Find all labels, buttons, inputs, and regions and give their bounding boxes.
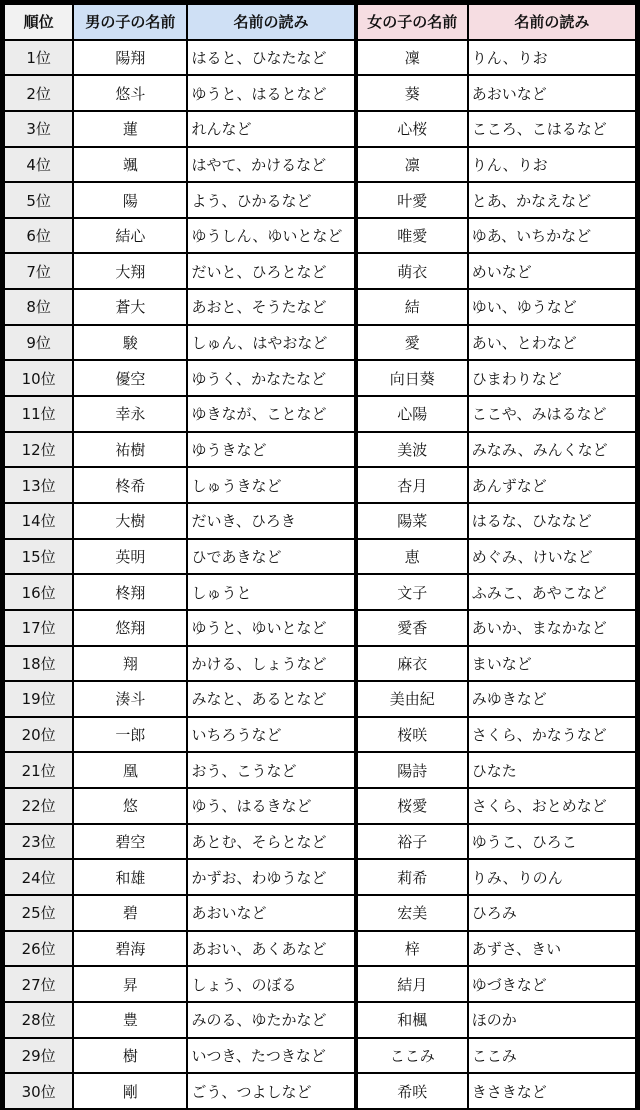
boy-name-cell: 蓮 [74, 112, 186, 146]
rank-cell: 27位 [5, 967, 72, 1001]
girl-reading-cell: ほのか [469, 1003, 635, 1037]
rank-cell: 11位 [5, 397, 72, 431]
girl-reading-cell: ゆい、ゆうなど [469, 290, 635, 324]
rank-cell: 17位 [5, 611, 72, 645]
table-row [5, 468, 635, 502]
boy-name-cell: 柊希 [74, 468, 186, 502]
boy-reading-cell: あおと、そうたなど [188, 290, 353, 324]
boy-reading-cell: いつき、たつきなど [188, 1039, 353, 1073]
girl-name-cell: 心桜 [358, 112, 467, 146]
boy-reading-cell: だいと、ひろとなど [188, 254, 353, 288]
table-row [5, 611, 635, 645]
girl-reading-cell: こころ、こはるなど [469, 112, 635, 146]
boy-reading-cell: ゆうと、ゆいとなど [188, 611, 353, 645]
rank-cell: 3位 [5, 112, 72, 146]
boy-name-cell: 柊翔 [74, 575, 186, 609]
boy-name-cell: 幸永 [74, 397, 186, 431]
table-row [5, 967, 635, 1001]
girl-reading-cell: みゆきなど [469, 682, 635, 716]
girl-name-cell: 唯愛 [358, 219, 467, 253]
boy-reading-cell: かける、しょうなど [188, 647, 353, 681]
boy-reading-cell: みのる、ゆたかなど [188, 1003, 353, 1037]
girl-reading-cell: さくら、かなうなど [469, 718, 635, 752]
boy-name-cell: 大樹 [74, 504, 186, 538]
table-row [5, 361, 635, 395]
table-row [5, 825, 635, 859]
header-boy-reading: 名前の読み [188, 5, 353, 39]
girl-reading-cell: ここみ [469, 1039, 635, 1073]
girl-name-cell: 裕子 [358, 825, 467, 859]
boy-name-cell: 英明 [74, 540, 186, 574]
girl-name-cell: 和楓 [358, 1003, 467, 1037]
girl-reading-cell: ゆづきなど [469, 967, 635, 1001]
rank-cell: 22位 [5, 789, 72, 823]
table-row [5, 219, 635, 253]
boy-reading-cell: しゅうと [188, 575, 353, 609]
rank-cell: 5位 [5, 183, 72, 217]
girl-reading-cell: ゆあ、いちかなど [469, 219, 635, 253]
header-rank: 順位 [5, 5, 72, 39]
boy-name-cell: 陽 [74, 183, 186, 217]
table-row [5, 1039, 635, 1073]
rank-cell: 15位 [5, 540, 72, 574]
girl-reading-cell: めぐみ、けいなど [469, 540, 635, 574]
boy-reading-cell: しゅん、はやおなど [188, 326, 353, 360]
girl-reading-cell: まいなど [469, 647, 635, 681]
rank-cell: 13位 [5, 468, 72, 502]
boy-name-cell: 和雄 [74, 860, 186, 894]
boy-reading-cell: ゆうしん、ゆいとなど [188, 219, 353, 253]
table-row [5, 504, 635, 538]
rank-cell: 24位 [5, 860, 72, 894]
name-ranking-table [3, 3, 637, 1110]
header-boy-name: 男の子の名前 [74, 5, 186, 39]
girl-reading-cell: きさきなど [469, 1074, 635, 1108]
rank-cell: 30位 [5, 1074, 72, 1108]
rank-cell: 28位 [5, 1003, 72, 1037]
girl-name-cell: 文子 [358, 575, 467, 609]
boy-reading-cell: しゅうきなど [188, 468, 353, 502]
girl-reading-cell: りん、りお [469, 148, 635, 182]
rank-cell: 9位 [5, 326, 72, 360]
boy-name-cell: 陽翔 [74, 41, 186, 75]
table-row [5, 397, 635, 431]
girl-name-cell: 梓 [358, 932, 467, 966]
boy-name-cell: 悠斗 [74, 76, 186, 110]
boy-name-cell: 祐樹 [74, 433, 186, 467]
girl-name-cell: 希咲 [358, 1074, 467, 1108]
boy-reading-cell: あとむ、そらとなど [188, 825, 353, 859]
rank-cell: 14位 [5, 504, 72, 538]
girl-reading-cell: はるな、ひななど [469, 504, 635, 538]
rank-cell: 8位 [5, 290, 72, 324]
boy-reading-cell: ごう、つよしなど [188, 1074, 353, 1108]
table-row [5, 540, 635, 574]
boy-name-cell: 昇 [74, 967, 186, 1001]
girl-reading-cell: あい、とわなど [469, 326, 635, 360]
table-row [5, 1003, 635, 1037]
table-row [5, 932, 635, 966]
girl-name-cell: 葵 [358, 76, 467, 110]
boy-name-cell: 優空 [74, 361, 186, 395]
boy-reading-cell: あおい、あくあなど [188, 932, 353, 966]
table-row [5, 326, 635, 360]
girl-name-cell: 心陽 [358, 397, 467, 431]
table-row [5, 647, 635, 681]
girl-name-cell: 莉希 [358, 860, 467, 894]
girl-reading-cell: あいか、まなかなど [469, 611, 635, 645]
boy-reading-cell: ゆきなが、ことなど [188, 397, 353, 431]
header-row [5, 5, 635, 39]
girl-reading-cell: あおいなど [469, 76, 635, 110]
boy-reading-cell: ゆう、はるきなど [188, 789, 353, 823]
table-row [5, 575, 635, 609]
boy-reading-cell: だいき、ひろき [188, 504, 353, 538]
boy-reading-cell: はると、ひなたなど [188, 41, 353, 75]
girl-reading-cell: あんずなど [469, 468, 635, 502]
boy-reading-cell: みなと、あるとなど [188, 682, 353, 716]
table-row [5, 41, 635, 75]
boy-reading-cell: ひであきなど [188, 540, 353, 574]
rank-cell: 20位 [5, 718, 72, 752]
boy-name-cell: 駿 [74, 326, 186, 360]
rank-cell: 19位 [5, 682, 72, 716]
header-girl-name: 女の子の名前 [358, 5, 467, 39]
table-row [5, 1074, 635, 1108]
boy-name-cell: 結心 [74, 219, 186, 253]
girl-name-cell: 凛 [358, 148, 467, 182]
girl-reading-cell: ひなた [469, 753, 635, 787]
table-row [5, 860, 635, 894]
boy-reading-cell: ゆうきなど [188, 433, 353, 467]
boy-reading-cell: ゆうと、はるとなど [188, 76, 353, 110]
girl-reading-cell: めいなど [469, 254, 635, 288]
rank-cell: 2位 [5, 76, 72, 110]
boy-reading-cell: おう、こうなど [188, 753, 353, 787]
rank-cell: 21位 [5, 753, 72, 787]
girl-reading-cell: あずさ、きい [469, 932, 635, 966]
rank-cell: 7位 [5, 254, 72, 288]
table-row [5, 290, 635, 324]
table-row [5, 148, 635, 182]
boy-name-cell: 翔 [74, 647, 186, 681]
girl-name-cell: 桜咲 [358, 718, 467, 752]
girl-name-cell: 結 [358, 290, 467, 324]
table-row [5, 76, 635, 110]
boy-name-cell: 碧海 [74, 932, 186, 966]
boy-reading-cell: はやて、かけるなど [188, 148, 353, 182]
table-row [5, 254, 635, 288]
boy-name-cell: 凰 [74, 753, 186, 787]
rank-cell: 6位 [5, 219, 72, 253]
boy-name-cell: 大翔 [74, 254, 186, 288]
girl-name-cell: 桜愛 [358, 789, 467, 823]
table-row [5, 183, 635, 217]
girl-name-cell: 美由紀 [358, 682, 467, 716]
table-row [5, 789, 635, 823]
header-girl-reading: 名前の読み [469, 5, 635, 39]
boy-name-cell: 湊斗 [74, 682, 186, 716]
boy-reading-cell: かずお、わゆうなど [188, 860, 353, 894]
boy-name-cell: 碧 [74, 896, 186, 930]
table-row [5, 433, 635, 467]
girl-name-cell: 愛 [358, 326, 467, 360]
girl-reading-cell: りん、りお [469, 41, 635, 75]
girl-name-cell: 萌衣 [358, 254, 467, 288]
girl-name-cell: 結月 [358, 967, 467, 1001]
rank-cell: 29位 [5, 1039, 72, 1073]
rank-cell: 25位 [5, 896, 72, 930]
table-row [5, 112, 635, 146]
girl-reading-cell: ゆうこ、ひろこ [469, 825, 635, 859]
boy-name-cell: 一郎 [74, 718, 186, 752]
girl-name-cell: 恵 [358, 540, 467, 574]
boy-name-cell: 碧空 [74, 825, 186, 859]
rank-cell: 12位 [5, 433, 72, 467]
rank-cell: 18位 [5, 647, 72, 681]
boy-reading-cell: あおいなど [188, 896, 353, 930]
girl-name-cell: 愛香 [358, 611, 467, 645]
boy-reading-cell: しょう、のぼる [188, 967, 353, 1001]
girl-name-cell: 美波 [358, 433, 467, 467]
table-row [5, 753, 635, 787]
table-row [5, 896, 635, 930]
girl-name-cell: 陽詩 [358, 753, 467, 787]
boy-reading-cell: ゆうく、かなたなど [188, 361, 353, 395]
boy-name-cell: 颯 [74, 148, 186, 182]
boy-reading-cell: よう、ひかるなど [188, 183, 353, 217]
girl-reading-cell: とあ、かなえなど [469, 183, 635, 217]
girl-reading-cell: みなみ、みんくなど [469, 433, 635, 467]
girl-name-cell: 麻衣 [358, 647, 467, 681]
girl-name-cell: 向日葵 [358, 361, 467, 395]
girl-reading-cell: さくら、おとめなど [469, 789, 635, 823]
girl-reading-cell: りみ、りのん [469, 860, 635, 894]
girl-reading-cell: ひろみ [469, 896, 635, 930]
boy-name-cell: 悠 [74, 789, 186, 823]
girl-name-cell: 叶愛 [358, 183, 467, 217]
girl-reading-cell: ふみこ、あやこなど [469, 575, 635, 609]
rank-cell: 10位 [5, 361, 72, 395]
boy-name-cell: 悠翔 [74, 611, 186, 645]
girl-name-cell: 陽菜 [358, 504, 467, 538]
table-row [5, 718, 635, 752]
table-row [5, 682, 635, 716]
girl-reading-cell: ひまわりなど [469, 361, 635, 395]
boy-name-cell: 剛 [74, 1074, 186, 1108]
girl-reading-cell: ここや、みはるなど [469, 397, 635, 431]
boy-reading-cell: れんなど [188, 112, 353, 146]
girl-name-cell: 凜 [358, 41, 467, 75]
boy-name-cell: 樹 [74, 1039, 186, 1073]
rank-cell: 26位 [5, 932, 72, 966]
boy-name-cell: 豊 [74, 1003, 186, 1037]
boy-reading-cell: いちろうなど [188, 718, 353, 752]
girl-name-cell: 宏美 [358, 896, 467, 930]
girl-name-cell: ここみ [358, 1039, 467, 1073]
rank-cell: 16位 [5, 575, 72, 609]
rank-cell: 4位 [5, 148, 72, 182]
rank-cell: 23位 [5, 825, 72, 859]
boy-name-cell: 蒼大 [74, 290, 186, 324]
rank-cell: 1位 [5, 41, 72, 75]
girl-name-cell: 杏月 [358, 468, 467, 502]
